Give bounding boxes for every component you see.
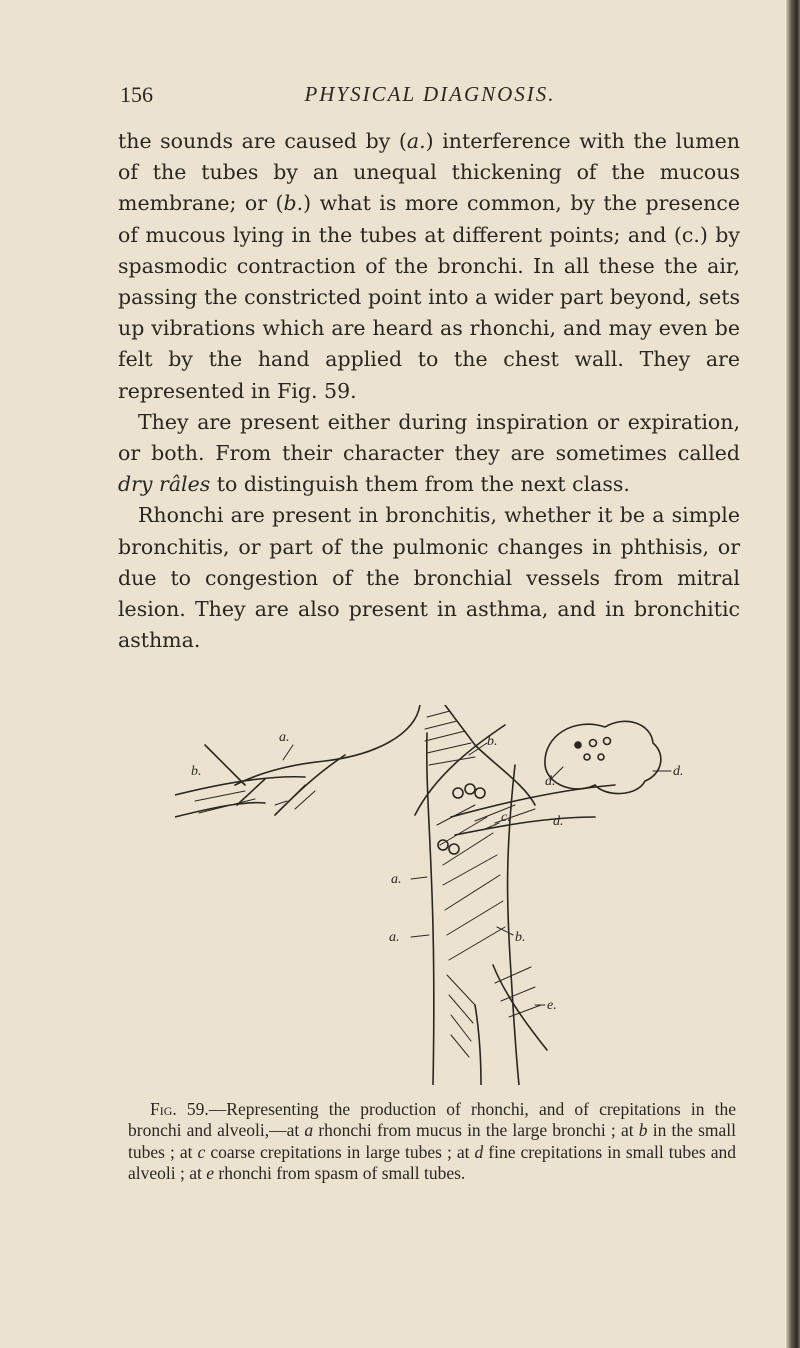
caption-marker-a: a — [304, 1120, 314, 1141]
caption-text-4: coarse crepitations in large tubes ; at — [205, 1141, 475, 1162]
caption-marker-c: c — [197, 1141, 206, 1162]
spasm-branch-wall — [493, 965, 547, 1050]
upper-left-bronchus — [235, 705, 420, 785]
caption-text-6: rhonchi from spasm of small tubes. — [214, 1163, 466, 1184]
label-a-upper: a. — [279, 730, 290, 745]
label-d-right: d. — [673, 764, 684, 779]
label-b-top: b. — [487, 734, 498, 749]
p1-text-4: ) by spasmodic contraction of the bronchi. In all these the air, passing the constricted point into a wider part beyond, sets up vibrations which are heard as rhonchi, and may even be felt by the hand applied to the chest wall. They are represented in Fig. 59. — [118, 222, 740, 403]
p1-marker-b: b. — [283, 191, 304, 216]
alveolus-circle — [598, 754, 604, 760]
crepitation-bubble — [453, 788, 463, 798]
upper-central-bronchus — [445, 705, 535, 805]
p2-emphasis: dry râles — [118, 472, 211, 497]
paragraph-1 — [118, 126, 740, 407]
caption-text — [128, 1099, 736, 1185]
caption-marker-d: d — [474, 1141, 484, 1162]
label-b-right: b. — [515, 930, 526, 945]
trunk-lower-hatching — [447, 975, 475, 1057]
body-text — [118, 126, 740, 656]
trunk-left-wall — [427, 733, 434, 1085]
p1-text-2: ) interference with the lumen of the tubes by an unequal thickening of the mucous membrane; or ( — [118, 129, 741, 216]
label-a-mid: a. — [391, 872, 402, 887]
p1-marker-a: a. — [406, 129, 426, 153]
left-fork — [205, 745, 265, 805]
alveolus-circle — [604, 738, 611, 745]
label-e: e. — [547, 998, 557, 1013]
page-edge-shadow — [786, 0, 800, 1348]
lower-branch-wall — [475, 1005, 481, 1085]
crepitation-bubble — [475, 788, 485, 798]
right-lower-branch — [455, 817, 595, 835]
caption-marker-e: e — [206, 1163, 215, 1184]
alveolus-circle — [590, 740, 597, 747]
bronchi-diagram-svg — [175, 705, 745, 1085]
page-number: 156 — [120, 82, 153, 107]
leader-a-mid — [411, 877, 427, 879]
leader-b-right — [497, 927, 513, 935]
leader-a-upper — [283, 745, 293, 760]
alveoli-cluster — [545, 721, 661, 793]
label-c: c. — [501, 810, 511, 825]
upper-hatching — [425, 711, 475, 765]
left-mid-branch — [275, 755, 345, 815]
figure-caption — [128, 1099, 736, 1185]
caption-marker-b: b — [638, 1120, 648, 1141]
caption-text-3: in the small tubes ; at — [128, 1120, 736, 1162]
alveolus-circle — [584, 754, 590, 760]
label-b-left: b. — [191, 764, 202, 779]
left-branch-bottom — [175, 803, 265, 817]
left-mid-hatching — [285, 785, 315, 809]
caption-text-5: fine crepitations in small tubes and alveoli ; at — [128, 1141, 737, 1184]
caption-text-2: rhonchi from mucus in the large bronchi ; at — [313, 1120, 639, 1141]
label-a-low: a. — [389, 930, 400, 945]
label-d-mid: d. — [553, 814, 564, 829]
alveolus-dot — [575, 742, 581, 748]
paragraph-3: Rhonchi are present in bronchitis, whether it be a simple bronchitis, or part of the pulmonic changes in phthisis, or due to congestion of the bronchial vessels from mitral lesion. They are also present in asthma, and in bronchitic asthma. — [118, 503, 740, 653]
p2-text-1: They are present either during inspiration or expiration, or both. From their character they are sometimes called — [118, 409, 740, 466]
figure-59-bronchi-diagram — [175, 705, 745, 1085]
caption-text-1: —Representing the production of rhonchi, and of crepitations in the bronchi and alveoli,—at — [128, 1099, 736, 1141]
p1-text-3: ) what is more common, by the presence of mucous lying in the tubes at different points; and ( — [118, 191, 740, 247]
p2-text-2: to distinguish them from the next class. — [210, 472, 630, 497]
paragraph-2 — [118, 407, 740, 501]
trunk-hatching — [437, 805, 505, 960]
running-head: PHYSICAL DIAGNOSIS. — [304, 82, 556, 106]
crepitation-bubble — [465, 784, 475, 794]
label-d-left: d. — [545, 774, 556, 789]
page-header — [120, 82, 740, 112]
leader-a-low — [411, 935, 429, 937]
p1-marker-c: c. — [681, 222, 700, 247]
p1-text-1: the sounds are caused by ( — [118, 129, 407, 153]
crepitation-bubble — [449, 844, 459, 854]
caption-fig-label: Fig. 59. — [150, 1099, 209, 1119]
